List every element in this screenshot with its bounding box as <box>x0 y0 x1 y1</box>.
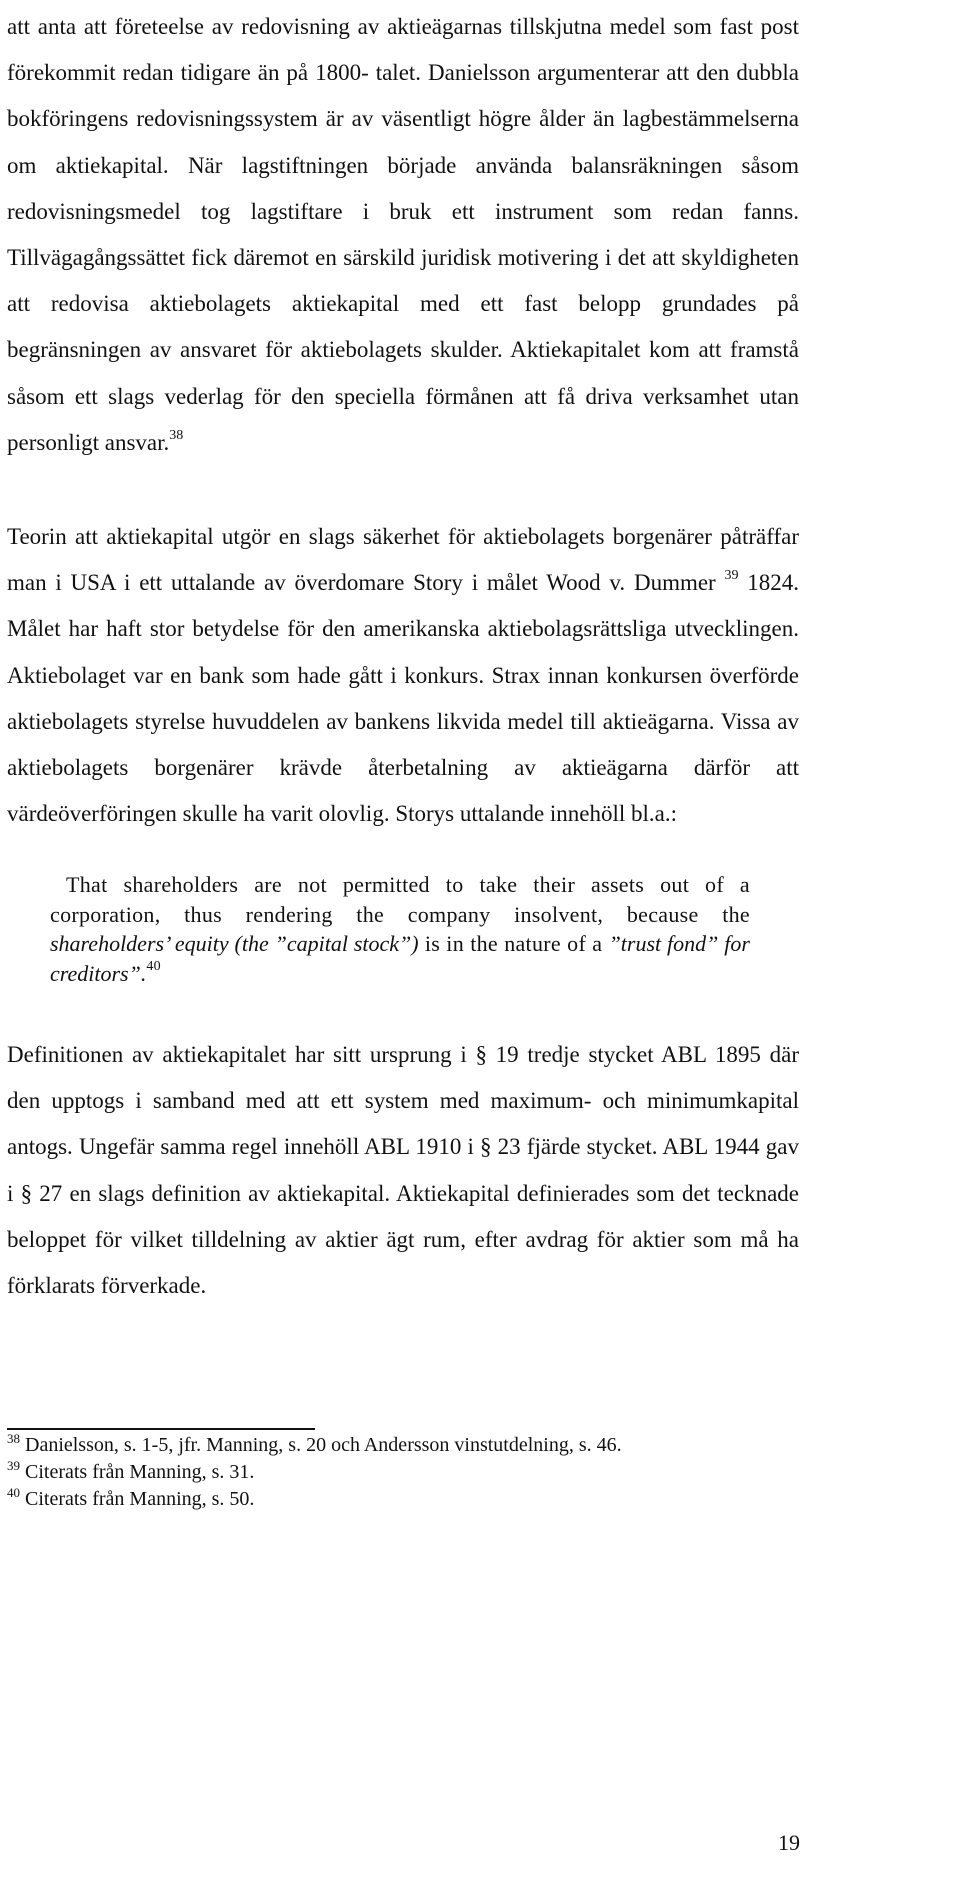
paragraph-3: Definitionen av aktiekapitalet har sitt ursprung i § 19 tredje stycket ABL 1895 där den upptogs i samband med att ett system med maximum- och minimumkapital antogs. Ungefär samma regel innehöll ABL 1910 i § 23 fjärde stycket. ABL 1944 gav i § 27 en slags definition av aktiekapital. Aktiekapital definierades som det tecknade beloppet för vilket tilldelning av aktier ägt rum, efter avdrag för aktier som må ha förklarats förverkade. <box>7 1042 799 1299</box>
footnote-text: Citerats från Manning, s. 31. <box>20 1461 255 1483</box>
footnote-ref-39[interactable]: 39 <box>724 568 739 584</box>
page-number: 19 <box>778 1830 800 1855</box>
footnote-ref-40[interactable]: 40 <box>146 958 161 974</box>
footnote-text: Danielsson, s. 1-5, jfr. Manning, s. 20 och Andersson vinstutdelning, s. 46. <box>20 1434 622 1456</box>
paragraph-2 <box>7 514 799 837</box>
quote-text-mid: is in the nature of a <box>418 931 603 957</box>
footnote-number: 38 <box>7 1431 20 1446</box>
footnotes <box>7 1432 827 1513</box>
paragraph-2-text-before: Teorin att aktiekapital utgör en slags säkerhet för aktiebolagets borgenärer påträffar man i USA i ett uttalande av överdomare Story i målet Wood v. Dummer <box>7 524 799 596</box>
footnote-39 <box>7 1459 827 1486</box>
quote-italic-equity: shareholders’ equity (the ”capital stock”) <box>50 931 419 957</box>
quote-italic-trust: ”trust fond” for creditors”. <box>50 931 750 986</box>
paragraph-1-text: att anta att företeelse av redovisning av aktieägarnas tillskjutna medel som fast post förekommit redan tidigare än på 1800- talet. Danielsson argumenterar att den dubbla bokföringens redovisningssystem är av väsentligt högre ålder än lagbestämmelserna om aktiekapital. När lagstiftningen började använda balansräkningen såsom redovisningsmedel tog lagstiftare i bruk ett instrument som redan fanns. Tillvägagångssättet fick däremot en särskild juridisk motivering i det att skyldigheten att redovisa aktiebolagets aktiekapital med ett fast belopp grundades på begränsningen av ansvaret för aktiebolagets skulder. Aktiekapitalet kom att framstå såsom ett slags vederlag för den speciella förmånen att få driva verksamhet utan personligt ansvar. <box>7 14 799 455</box>
block-quote <box>50 870 750 988</box>
paragraph-1 <box>7 4 799 466</box>
footnote-number: 40 <box>7 1485 20 1500</box>
quote-text-lead: That shareholders are not permitted to take their assets out of a corporation, thus rendering the company insolvent, because the <box>50 872 750 927</box>
footnote-ref-38[interactable]: 38 <box>169 427 184 443</box>
footnote-separator <box>7 1428 315 1430</box>
footnote-40 <box>7 1486 827 1513</box>
footnote-text: Citerats från Manning, s. 50. <box>20 1488 255 1510</box>
footnote-38 <box>7 1432 827 1459</box>
footnote-number: 39 <box>7 1458 20 1473</box>
paragraph-2-text-after: 1824. Målet har haft stor betydelse för den amerikanska aktiebolagsrättsliga utvecklingen. Aktiebolaget var en bank som hade gått i konkurs. Strax innan konkursen överförde aktiebolagets styrelse huvuddelen av bankens likvida medel till aktieägarna. Vissa av aktiebolagets borgenärer krävde återbetalning av aktieägarna därför att värdeöverföringen skulle ha varit olovlig. Storys uttalande innehöll bl.a.: <box>7 570 800 827</box>
